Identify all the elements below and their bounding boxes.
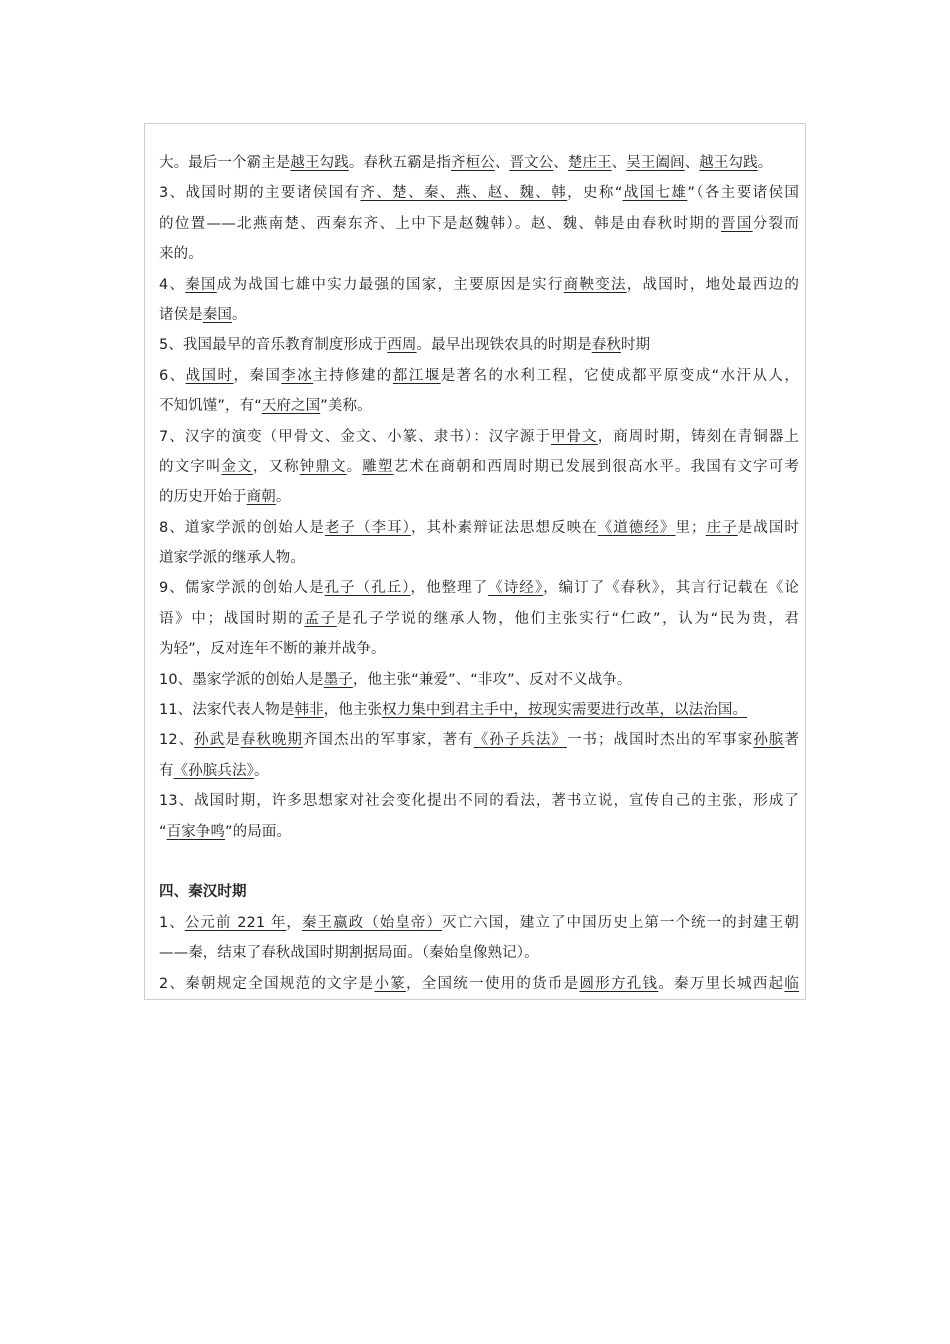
text-line xyxy=(159,969,799,999)
underlined-key-term: 百家争鸣 xyxy=(166,823,226,840)
text-line xyxy=(159,422,799,452)
text-segment: 12、 xyxy=(159,732,195,749)
text-line xyxy=(159,391,799,421)
text-segment: 11、法家代表人物是 xyxy=(159,702,295,719)
underlined-key-term: 权力集中到君主手中，按现实需要进行改革，以法治国。 xyxy=(382,702,748,719)
text-segment: 。最早出现铁农具的时期是 xyxy=(416,337,592,354)
text-segment: 。 xyxy=(253,762,269,779)
text-segment: 著 xyxy=(784,732,800,749)
text-segment: ，史称“ xyxy=(567,185,623,202)
underlined-key-term: 韩非 xyxy=(294,702,324,719)
text-segment: 齐国杰出的军事家，著有 xyxy=(302,732,474,749)
underlined-key-term: 西周 xyxy=(387,337,417,354)
text-segment: ， xyxy=(286,914,302,931)
document-content xyxy=(159,148,799,999)
text-segment: 8、道家学派的创始人是 xyxy=(159,519,325,536)
text-segment: 一书；战国时杰出的军事家 xyxy=(566,732,754,749)
text-segment: 主持修建的 xyxy=(313,367,393,384)
text-segment: 1、 xyxy=(159,914,185,931)
text-segment: 时期 xyxy=(620,337,651,354)
text-line xyxy=(159,604,799,634)
section-heading: 四、秦汉时期 xyxy=(159,884,247,901)
text-line xyxy=(159,361,799,391)
text-line xyxy=(159,482,799,512)
underlined-key-term: 战国七雄 xyxy=(622,185,688,202)
underlined-key-term: 临 xyxy=(784,975,800,992)
underlined-key-term: 《诗经》 xyxy=(488,580,544,597)
underlined-key-term: 越王勾践 xyxy=(290,155,349,171)
text-segment: ”（各主要诸侯国 xyxy=(687,185,799,202)
text-line xyxy=(159,239,799,269)
text-line xyxy=(159,908,799,938)
text-segment: 、 xyxy=(684,155,700,171)
text-segment: 是孔子学说的继承人物，他们主张实行“仁政”，认为“民为贵，君 xyxy=(336,610,799,627)
text-segment: 是著名的水利工程，它使成都平原变成“水汗从人， xyxy=(440,367,799,384)
text-segment: 。 xyxy=(346,458,363,475)
text-segment: ，战国时，地处最西边的 xyxy=(626,276,800,293)
text-line xyxy=(159,725,799,755)
text-line xyxy=(159,938,799,968)
text-line xyxy=(159,543,799,573)
text-line xyxy=(159,270,799,300)
text-line xyxy=(159,300,799,330)
text-segment: 是战国时 xyxy=(737,519,800,536)
underlined-key-term: 商朝 xyxy=(246,489,276,506)
text-segment: 大。最后一个霸主是 xyxy=(159,155,291,171)
text-line xyxy=(159,665,799,695)
text-segment: 诸侯是 xyxy=(159,306,203,323)
underlined-key-term: 庄子 xyxy=(705,519,738,536)
text-segment: 来的。 xyxy=(159,246,203,263)
text-segment: 7、汉字的演变（甲骨文、金文、小篆、隶书）：汉字源于 xyxy=(159,428,551,445)
text-segment: 分裂而 xyxy=(752,215,799,232)
underlined-key-term: 越王勾践 xyxy=(699,155,758,171)
underlined-key-term: 吴王阖闾 xyxy=(626,155,685,171)
underlined-key-term: 齐、楚、秦、燕、赵、魏、韩 xyxy=(360,185,568,202)
text-line xyxy=(159,817,799,847)
text-segment: “ xyxy=(159,823,167,840)
text-line xyxy=(159,209,799,239)
underlined-key-term: 甲骨文 xyxy=(551,428,598,445)
underlined-key-term: 金文 xyxy=(221,458,253,475)
text-segment: 、 xyxy=(494,155,510,171)
text-segment: 4、 xyxy=(159,276,186,293)
text-segment: 。 xyxy=(232,306,247,323)
text-segment: ”的局面。 xyxy=(225,823,292,840)
text-segment: 的位置——北燕南楚、西秦东齐、上中下是赵魏韩）。赵、魏、韩是由春秋时期的 xyxy=(159,215,721,232)
text-segment: ，他整理了 xyxy=(410,580,489,597)
blank-line xyxy=(159,847,799,877)
underlined-key-term: 钟鼎文 xyxy=(299,458,347,475)
underlined-key-term: 晋文公 xyxy=(509,155,554,171)
text-segment: 灭亡六国，建立了中国历史上第一个统一的封建王朝 xyxy=(442,914,799,931)
text-segment: 2、秦朝规定全国规范的文字是 xyxy=(159,975,375,992)
underlined-key-term: 孙膑 xyxy=(753,732,785,749)
text-line xyxy=(159,634,799,664)
text-segment: 。 xyxy=(757,155,773,171)
text-segment: ，全国统一使用的货币是 xyxy=(406,975,580,992)
underlined-key-term: 老子（李耳） xyxy=(324,519,411,536)
text-segment: ，秦国 xyxy=(233,367,282,384)
text-segment: 。春秋五霸是指 xyxy=(348,155,452,171)
text-line xyxy=(159,786,799,816)
text-segment: 道家学派的继承人物。 xyxy=(159,550,305,567)
underlined-key-term: 秦王嬴政（始皇帝） xyxy=(301,914,443,931)
text-segment: 不知饥馑”，有“ xyxy=(159,398,262,415)
text-segment: 、 xyxy=(611,155,627,171)
text-segment: 。秦万里长城西起 xyxy=(658,975,785,992)
text-segment: ，他主张 xyxy=(323,702,383,719)
text-line xyxy=(159,756,799,786)
text-line xyxy=(159,178,799,208)
text-segment: 。 xyxy=(275,489,291,506)
text-segment: 10、墨家学派的创始人是 xyxy=(159,671,324,688)
underlined-key-term: 都江堰 xyxy=(392,367,441,384)
underlined-key-term: 齐桓公 xyxy=(451,155,495,171)
text-segment: ，又称 xyxy=(252,458,300,475)
text-segment: ，商周时期，铸刻在青铜器上 xyxy=(597,428,799,445)
underlined-key-term: 李冰 xyxy=(281,367,314,384)
underlined-key-term: 公元前 221 年 xyxy=(184,914,287,931)
text-line xyxy=(159,573,799,603)
text-segment: 为轻”，反对连年不断的兼并战争。 xyxy=(159,641,386,658)
text-segment: ，编订了《春秋》，其言行记载在《论 xyxy=(543,580,799,597)
text-segment: ”美称。 xyxy=(320,398,372,415)
text-segment: 里； xyxy=(675,519,706,536)
text-line xyxy=(159,452,799,482)
underlined-key-term: 墨子 xyxy=(323,671,353,688)
text-segment: 语》中；战国时期的 xyxy=(159,610,305,627)
underlined-key-term: 春秋 xyxy=(591,337,621,354)
text-line xyxy=(159,695,799,725)
underlined-key-term: 《孙膑兵法》 xyxy=(173,762,254,779)
underlined-key-term: 战国时 xyxy=(185,367,234,384)
underlined-key-term: 天府之国 xyxy=(261,398,321,415)
text-segment: 有 xyxy=(159,762,174,779)
text-segment: 艺术在商朝和西周时期已发展到很高水平。我国有文字可考 xyxy=(393,458,799,475)
underlined-key-term: 孙武 xyxy=(194,732,226,749)
text-segment: 、 xyxy=(553,155,568,171)
underlined-key-term: 小篆 xyxy=(374,975,406,992)
underlined-key-term: 晋国 xyxy=(720,215,753,232)
underlined-key-term: 孟子 xyxy=(304,610,337,627)
text-segment: 9、儒家学派的创始人是 xyxy=(159,580,325,597)
underlined-key-term: 孔子（孔丘） xyxy=(324,580,411,597)
text-segment: 是 xyxy=(225,732,241,749)
document-page xyxy=(144,123,806,1000)
text-segment: 的文字叫 xyxy=(159,458,222,475)
underlined-key-term: 《道德经》 xyxy=(597,519,676,536)
underlined-key-term: 雕塑 xyxy=(362,458,394,475)
text-line xyxy=(159,513,799,543)
text-segment: 成为战国七雄中实力最强的国家，主要原因是实行 xyxy=(216,276,564,293)
text-segment: ——秦，结束了春秋战国时期割据局面。（秦始皇像熟记）。 xyxy=(159,945,539,962)
underlined-key-term: 楚庄王 xyxy=(567,155,612,171)
underlined-key-term: 商鞅变法 xyxy=(563,276,627,293)
text-segment: 3、战国时期的主要诸侯国有 xyxy=(159,185,361,202)
text-segment: 的历史开始于 xyxy=(159,489,247,506)
text-segment: 6、 xyxy=(159,367,186,384)
text-segment: ，其朴素辩证法思想反映在 xyxy=(410,519,598,536)
text-line xyxy=(159,148,799,178)
underlined-key-term: 《孙子兵法》 xyxy=(473,732,567,749)
text-segment: 5、我国最早的音乐教育制度形成于 xyxy=(159,337,388,354)
underlined-key-term: 秦国 xyxy=(202,306,233,323)
underlined-key-term: 秦国 xyxy=(185,276,217,293)
text-segment: 13、战国时期，许多思想家对社会变化提出不同的看法，著书立说，宣传自己的主张，形成了 xyxy=(159,793,799,810)
underlined-key-term: 圆形方孔钱 xyxy=(579,975,659,992)
underlined-key-term: 春秋晚期 xyxy=(240,732,303,749)
text-line xyxy=(159,330,799,360)
text-segment: ，他主张“兼爱”、“非攻”、反对不义战争。 xyxy=(352,671,632,688)
